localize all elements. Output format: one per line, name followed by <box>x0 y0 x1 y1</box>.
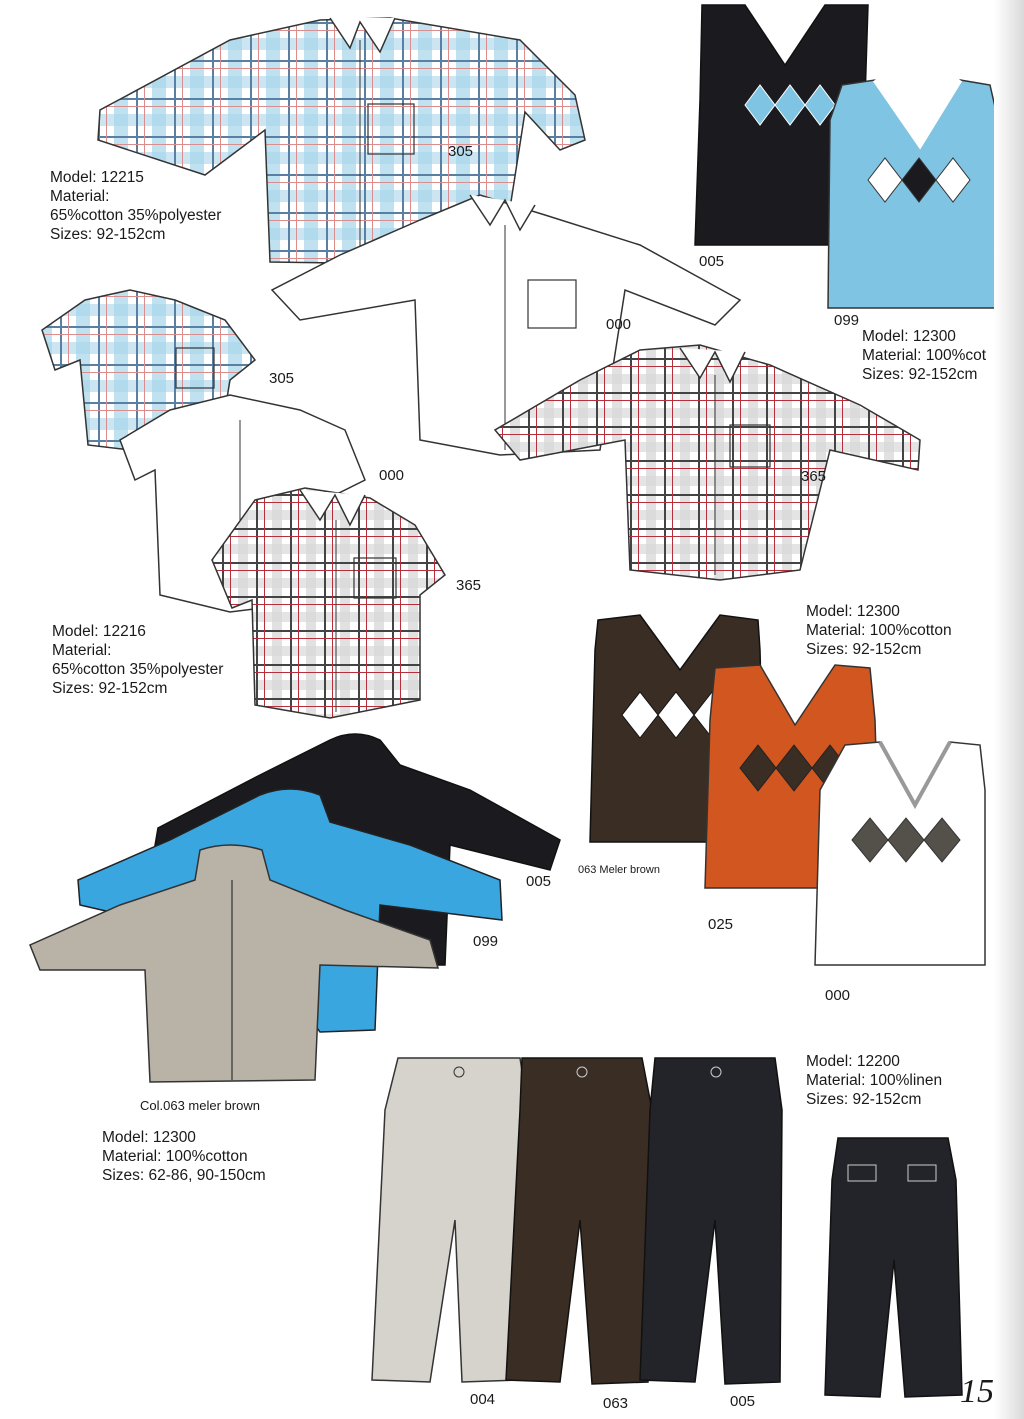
color-code: 000 <box>825 987 851 1004</box>
spec-block-12300-jacket <box>102 1128 266 1185</box>
color-code: 005 <box>526 873 552 890</box>
page-number: 15 <box>960 1373 994 1410</box>
spec-block-12215 <box>50 168 221 244</box>
spec-block-12300-vest-b <box>806 602 952 659</box>
pants-beige <box>372 1058 528 1382</box>
pants-brown <box>506 1058 652 1384</box>
model-label: Model: 12216 <box>52 623 146 640</box>
sizes-label: Sizes: 92-152cm <box>806 1091 922 1108</box>
material-label: Material: <box>52 642 112 659</box>
color-code: 365 <box>801 468 827 485</box>
pants-black-back <box>825 1138 962 1397</box>
color-code: 005 <box>699 253 725 270</box>
model-label: Model: 12300 <box>862 328 956 345</box>
material-value: 65%cotton 35%polyester <box>50 207 222 224</box>
color-code: 099 <box>834 312 860 329</box>
vest-white <box>815 742 985 965</box>
material-label: Material: 100%cot <box>862 347 987 364</box>
color-code: 025 <box>708 916 734 933</box>
material-label: Material: 100%cotton <box>806 622 952 639</box>
material-label: Material: 100%linen <box>806 1072 943 1089</box>
page-binding-shadow <box>994 0 1024 1419</box>
material-label: Material: 100%cotton <box>102 1148 248 1165</box>
color-code: 000 <box>606 316 632 333</box>
sizes-label: Sizes: 62-86, 90-150cm <box>102 1167 266 1184</box>
spec-block-12216 <box>52 622 223 698</box>
color-code: 099 <box>473 933 499 950</box>
color-code: 000 <box>379 467 405 484</box>
color-code: 005 <box>730 1393 756 1410</box>
model-label: Model: 12300 <box>102 1129 196 1146</box>
color-code: 305 <box>269 370 295 387</box>
vest-blue <box>828 80 1000 308</box>
model-label: Model: 12200 <box>806 1053 900 1070</box>
pants-black <box>640 1058 782 1384</box>
color-code: 305 <box>448 143 474 160</box>
color-code: 063 <box>603 1395 629 1412</box>
sizes-label: Sizes: 92-152cm <box>50 226 166 243</box>
color-note: 063 Meler brown <box>578 864 660 876</box>
sizes-label: Sizes: 92-152cm <box>52 680 168 697</box>
spec-block-12200 <box>806 1052 942 1109</box>
model-label: Model: 12300 <box>806 603 900 620</box>
model-label: Model: 12215 <box>50 169 144 186</box>
color-note: Col.063 meler brown <box>140 1098 260 1113</box>
material-label: Material: <box>50 188 110 205</box>
color-code: 004 <box>470 1391 496 1408</box>
sizes-label: Sizes: 92-152cm <box>806 641 922 658</box>
material-value: 65%cotton 35%polyester <box>52 661 224 678</box>
sizes-label: Sizes: 92-152cm <box>862 366 978 383</box>
color-code: 365 <box>456 577 482 594</box>
spec-block-12300-vest-a <box>862 327 986 384</box>
